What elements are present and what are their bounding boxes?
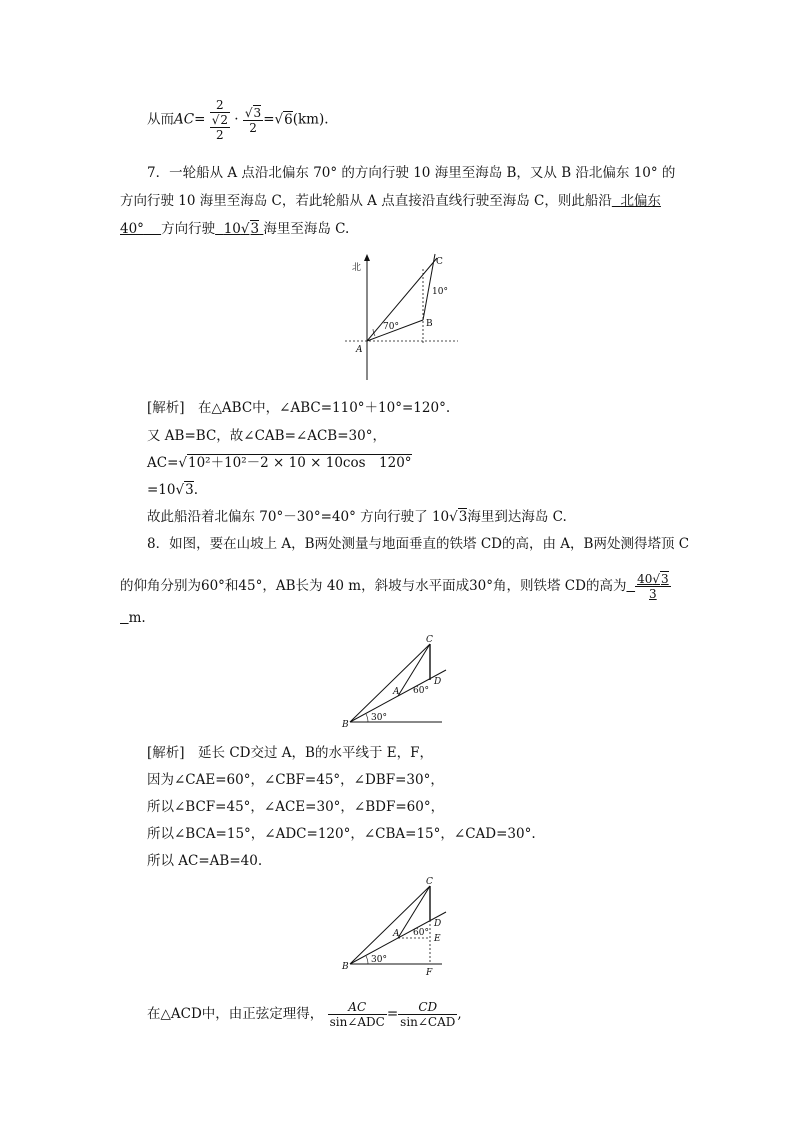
label-60: 60° bbox=[413, 686, 429, 696]
label-b: B bbox=[342, 962, 349, 972]
label-e: E bbox=[434, 934, 441, 944]
sol8-line-2: 因为∠CAE=60°，∠CBF=45°，∠DBF=30°， bbox=[147, 772, 444, 788]
q7-line-a: 7．一轮船从 A 点沿北偏东 70° 的方向行驶 10 海里至海岛 B，又从 B 沿北偏东 10° 的 bbox=[147, 165, 676, 181]
figure-navigation bbox=[340, 248, 460, 383]
q8-line-c: m. bbox=[128, 610, 146, 626]
line-ac-result: 从而AC= 2 √2 2 · $\frac{√3}{2}$ =√6(km). bbox=[147, 98, 329, 142]
label-10: 10° bbox=[432, 287, 448, 297]
label-70: 70° bbox=[383, 322, 399, 332]
label-a: A bbox=[356, 345, 363, 355]
sol7-line-4: =10√3. bbox=[147, 482, 198, 498]
label-c: C bbox=[426, 635, 433, 645]
q7-line-b: 方向行驶 10 海里至海岛 C，若此轮船从 A 点直接沿直线行驶至海岛 C，则此船沿 北偏东 bbox=[120, 193, 661, 209]
sol8-line-1: [解析] 延长 CD交过 A，B的水平线于 E，F， bbox=[147, 745, 433, 761]
fraction-ac-sin: $\frac{AC}{\text{sin∠ADC}}$ bbox=[329, 1000, 385, 1029]
q7-answer-1b: 40° bbox=[120, 221, 144, 237]
label-a: A bbox=[393, 687, 400, 697]
label-d: D bbox=[434, 919, 442, 929]
q7-answer-2: 10√3 bbox=[223, 221, 260, 237]
q8-answer: $\frac{40√3}{3}$ bbox=[637, 572, 669, 601]
figure-tower-extended bbox=[340, 874, 455, 979]
label-30: 30° bbox=[371, 955, 387, 965]
label-b: B bbox=[342, 720, 349, 730]
sol7-line-2: 又 AB=BC，故∠CAB=∠ACB=30°， bbox=[147, 428, 386, 444]
sol7-line-3: AC=√10²＋10²－2 × 10 × 10cos 120° bbox=[147, 455, 412, 471]
sol7-line-1: [解析] 在△ABC中，∠ABC=110°＋10°=120°. bbox=[147, 400, 451, 416]
sol8-line-5: 所以 AC=AB=40. bbox=[147, 853, 263, 869]
label-north: 北 bbox=[352, 263, 362, 273]
sine-law-line: 在△ACD中，由正弦定理得， $\frac{AC}{\text{sin∠ADC}}$ = $\frac{CD}{\text{sin∠CAD}}$ , bbox=[147, 1000, 462, 1029]
sol8-line-3: 所以∠BCF=45°，∠ACE=30°，∠BDF=60°， bbox=[147, 799, 445, 815]
q8-line-a: 8．如图，要在山坡上 A，B两处测量与地面垂直的铁塔 CD的高，由 A，B两处测得塔顶 C bbox=[147, 536, 690, 552]
label-30: 30° bbox=[371, 713, 387, 723]
q7-answer-1a: 北偏东 bbox=[620, 193, 661, 209]
q8-line-b: 的仰角分别为60°和45°，AB长为 40 m，斜坡与水平面成30°角，则铁塔 CD的高为 $\frac{40√3}{3}$ bbox=[120, 572, 669, 601]
q7-line-c: 40° 方向行驶 10√3 海里至海岛 C. bbox=[120, 221, 350, 237]
fraction-2: $\frac{√3}{2}$ bbox=[244, 105, 262, 135]
sol7-line-5: 故此船沿着北偏东 70°－30°=40° 方向行驶了 10√3海里到达海岛 C. bbox=[147, 509, 567, 525]
label-c: C bbox=[436, 257, 443, 267]
label-a: A bbox=[393, 929, 400, 939]
sol8-line-4: 所以∠BCA=15°，∠ADC=120°，∠CBA=15°，∠CAD=30°. bbox=[147, 826, 536, 842]
label-b: B bbox=[426, 319, 433, 329]
fraction-1: 2 √2 2 bbox=[211, 98, 228, 142]
label-d: D bbox=[434, 677, 442, 687]
label-f: F bbox=[426, 968, 433, 978]
label-c: C bbox=[426, 877, 433, 887]
figure-tower bbox=[340, 632, 450, 732]
label-60: 60° bbox=[413, 928, 429, 938]
fraction-cd-sin: $\frac{CD}{\text{sin∠CAD}}$ bbox=[400, 1000, 456, 1029]
